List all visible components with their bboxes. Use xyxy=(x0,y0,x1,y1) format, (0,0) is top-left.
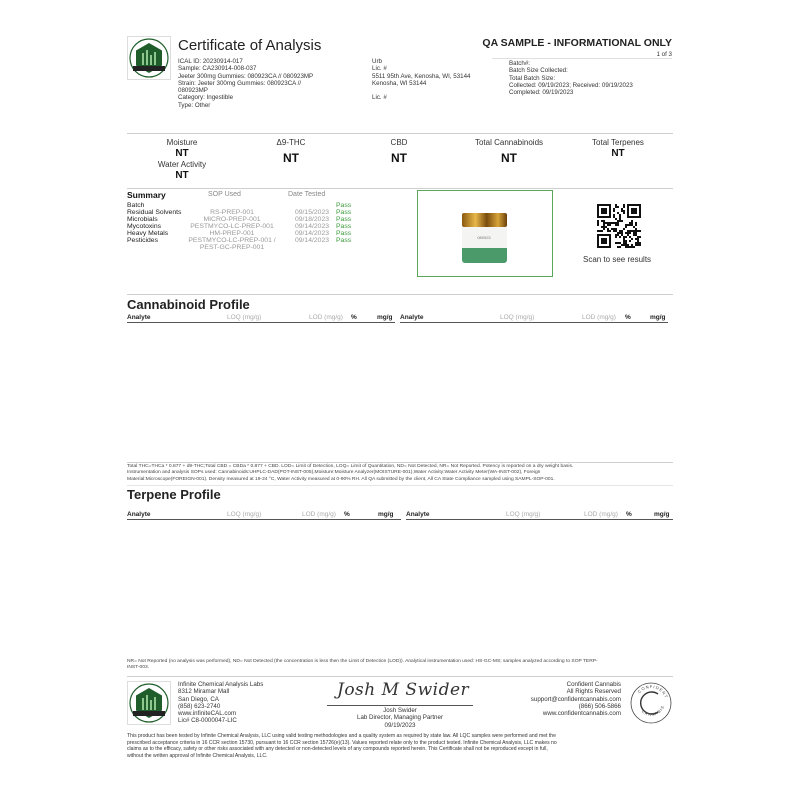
col-analyte: Analyte xyxy=(406,511,430,518)
lab-license: Lic# C8-0000047-LIC xyxy=(178,717,237,725)
col-lod: LOD (mg/g) xyxy=(302,511,336,518)
cannabinoid-header-right xyxy=(400,314,668,323)
qa-banner: QA SAMPLE - INFORMATIONAL ONLY xyxy=(482,37,672,49)
disclaimer-line: claims as to the efficacy, safety or other risks associated with any detected or non-detected levels of any compounds reported herein. This Certificate shall not be reproduced except in full, xyxy=(127,746,548,753)
product-jar-image xyxy=(418,191,551,275)
summary-result: Pass xyxy=(336,229,352,237)
metric-cbd xyxy=(344,138,454,165)
total-terpenes-value: NT xyxy=(611,148,625,159)
cannabinoid-title: Cannabinoid Profile xyxy=(127,297,250,312)
summary-result: Pass xyxy=(336,215,352,223)
ical-id: ICAL ID: 20230914-017 xyxy=(178,58,243,65)
thc-value: NT xyxy=(283,151,299,165)
client-address: 5511 95th Ave, Kenosha, WI, 53144 xyxy=(372,72,471,80)
disclaimer-line: This product has been tested by Infinite Chemical Analysis, LLC using valid testing methodologies and a quality system as required by state law. All LQC samples were performed and met the xyxy=(127,733,556,739)
water-activity-value: NT xyxy=(175,170,189,181)
lab-address: 8312 Miramar Mall xyxy=(178,688,230,696)
cbd-label: CBD xyxy=(390,138,408,147)
sample-id: Sample: CA230914-008-037 xyxy=(178,65,257,73)
col-lod: LOD (mg/g) xyxy=(584,511,618,518)
summary-row xyxy=(127,244,367,251)
moisture-value: NT xyxy=(175,148,189,159)
client-name: Urb xyxy=(372,58,382,65)
collected-received: Collected: 09/19/2023; Received: 09/19/2023 xyxy=(509,81,633,89)
total-batch-size: Total Batch Size: xyxy=(509,74,556,82)
metric-thc xyxy=(236,138,346,165)
divider-footer xyxy=(127,676,673,677)
cc-info xyxy=(490,681,621,717)
col-loq: LOQ (mg/g) xyxy=(227,314,262,321)
client-city: Kenosha, WI 53144 xyxy=(372,79,427,87)
summary-category: Batch xyxy=(127,202,145,209)
terpene-header-right xyxy=(406,511,673,520)
summary-row xyxy=(127,230,367,237)
category: Category: Ingestible xyxy=(178,94,234,102)
terpene-title: Terpene Profile xyxy=(127,487,221,502)
col-analyte: Analyte xyxy=(127,314,151,321)
col-lod: LOD (mg/g) xyxy=(309,314,343,321)
col-mgg: mg/g xyxy=(377,314,393,321)
header-divider xyxy=(492,58,672,59)
summary-row xyxy=(127,237,367,244)
summary-result: Pass xyxy=(336,222,352,230)
footnote-line: NR= Not Reported (no analysis was performed), ND= Not Detected (the concentration is less then the Limit of Detection (LOD)). Analytical instrumentation used: HS-GC-MS; samples analyzed according to SOP TERP- xyxy=(127,659,598,664)
client-lic-2: Lic. # xyxy=(372,94,387,102)
confident-cannabis-seal xyxy=(630,682,672,724)
cc-phone: (866) 506-5866 xyxy=(578,702,621,710)
col-percent: % xyxy=(344,511,350,518)
col-percent: % xyxy=(626,511,632,518)
col-loq: LOQ (mg/g) xyxy=(227,511,262,518)
cannabinoid-footnote xyxy=(127,464,673,483)
moisture-label: Moisture xyxy=(166,138,198,147)
col-lod: LOD (mg/g) xyxy=(582,314,616,321)
col-loq: LOQ (mg/g) xyxy=(506,511,541,518)
batch-info xyxy=(509,60,679,96)
water-activity-label: Water Activity xyxy=(157,160,207,169)
product-photo xyxy=(417,190,553,277)
col-mgg: mg/g xyxy=(654,511,670,518)
summary-row xyxy=(127,216,367,223)
metric-total-cannabinoids xyxy=(454,138,564,165)
summary-sop: PESTMYCO-LC-PREP-001 / xyxy=(188,236,276,244)
terpene-header-left xyxy=(127,511,401,520)
cc-website[interactable]: www.confidentcannabis.com xyxy=(542,710,621,718)
summary-sop: PESTMYCO-LC-PREP-001 xyxy=(190,222,274,230)
summary-result: Pass xyxy=(336,208,352,216)
disclaimer xyxy=(127,733,673,759)
summary-category: Mycotoxins xyxy=(127,222,161,230)
total-cannabinoids-value: NT xyxy=(501,151,517,165)
terpene-footnote xyxy=(127,659,673,672)
total-terpenes-label: Total Terpenes xyxy=(592,138,644,147)
col-mgg: mg/g xyxy=(378,511,394,518)
lab-city: San Diego, CA xyxy=(178,695,219,703)
divider-top xyxy=(127,133,673,134)
cc-rights: All Rights Reserved xyxy=(566,688,621,696)
svg-text:CONFIDENT: CONFIDENT xyxy=(636,683,670,700)
completed-date: Completed: 09/19/2023 xyxy=(509,89,574,97)
summary-title: Summary xyxy=(127,190,166,200)
metric-total-terpenes xyxy=(563,138,673,160)
client-info xyxy=(372,58,512,102)
batch-size-collected: Batch Size Collected: xyxy=(509,67,568,75)
summary-col-sop: SOP Used xyxy=(208,191,241,198)
summary-sop: HM-PREP-001 xyxy=(209,229,255,237)
footnote-line: Total THC=THCa * 0.877 + d9-THC;Total CBD = CBDa * 0.877 + CBD. LOD= Limit of Detection, LOQ= Limit of Quantitation, ND= Not Detected, NR= Not Reported. Potency is reported on a dry weight basis. xyxy=(127,464,574,469)
divider-metrics xyxy=(127,188,673,189)
disclaimer-line: prescribed acceptance criteria in 16 CCR section 15730, pursuant to 16 CCR section 15726(e)(13). Values reported relate only to the product tested. Infinite Chemical Analysis, LLC makes no xyxy=(127,739,557,746)
col-percent: % xyxy=(351,314,357,321)
lab-name: Infinite Chemical Analysis Labs xyxy=(178,681,264,688)
strain: Strain: Jeeter 300mg Gummies: 080923CA // xyxy=(178,79,302,87)
document-title: Certificate of Analysis xyxy=(178,37,322,54)
ical-logo xyxy=(127,36,171,80)
summary-category: Pesticides xyxy=(127,236,158,244)
client-lic: Lic. # xyxy=(372,65,387,73)
batch-number: Batch#: xyxy=(509,60,530,67)
cc-name: Confident Cannabis xyxy=(566,681,621,688)
jar-label: 080923 xyxy=(477,235,491,240)
strain-cont: 080923MP xyxy=(178,87,208,95)
lab-website[interactable]: www.infiniteCAL.com xyxy=(178,710,237,718)
divider-terpene-top xyxy=(127,485,673,486)
summary-date: 09/14/2023 xyxy=(294,222,330,230)
summary-sop: RS-PREP-001 xyxy=(210,208,254,216)
cannabinoid-header-left xyxy=(127,314,395,323)
sample-info xyxy=(178,58,368,109)
qr-code[interactable] xyxy=(597,204,641,248)
summary-row xyxy=(127,202,367,209)
lab-info xyxy=(178,681,318,725)
summary-category: Residual Solvents xyxy=(127,208,182,216)
type: Type: Other xyxy=(178,101,211,109)
summary-result: Pass xyxy=(336,202,352,209)
signature: Josh M Swider xyxy=(337,680,470,700)
product-name: Jeeter 300mg Gummies: 080923CA // 080923MP xyxy=(178,72,314,80)
lab-phone: (858) 623-2740 xyxy=(178,702,221,710)
footnote-line: INST-003. xyxy=(127,665,150,671)
summary-sop: PEST-GC-PREP-001 xyxy=(199,243,265,251)
signature-line xyxy=(327,705,473,706)
signer-title: Lab Director, Managing Partner xyxy=(357,714,443,722)
qr-caption: Scan to see results xyxy=(583,255,652,264)
summary-category: Heavy Metals xyxy=(127,229,169,237)
summary-category: Microbials xyxy=(127,215,158,223)
col-loq: LOQ (mg/g) xyxy=(500,314,535,321)
ical-footer-logo xyxy=(127,681,171,725)
signer-block xyxy=(327,707,473,729)
divider-cannabinoid-foot xyxy=(127,462,673,463)
summary-col-date: Date Tested xyxy=(288,191,326,198)
cbd-value: NT xyxy=(391,151,407,165)
summary-date: 09/14/2023 xyxy=(294,229,330,237)
page-number: 1 of 3 xyxy=(656,51,672,58)
summary-row xyxy=(127,223,367,230)
summary-date: 09/18/2023 xyxy=(294,215,330,223)
col-analyte: Analyte xyxy=(127,511,151,518)
summary-sop: MICRO-PREP-001 xyxy=(203,215,261,223)
col-mgg: mg/g xyxy=(650,314,666,321)
disclaimer-line: without the written approval of Infinite Chemical Analysis, LLC. xyxy=(127,752,268,759)
col-analyte: Analyte xyxy=(400,314,424,321)
client-blank xyxy=(372,87,512,94)
svg-text:CANNABIS: CANNABIS xyxy=(640,704,666,717)
signer-date: 09/19/2023 xyxy=(384,721,416,729)
col-percent: % xyxy=(625,314,631,321)
total-cannabinoids-label: Total Cannabinoids xyxy=(474,138,544,147)
summary-date: 09/14/2023 xyxy=(294,236,330,244)
cc-email[interactable]: support@confidentcannabis.com xyxy=(530,695,621,703)
thc-label: Δ9-THC xyxy=(276,138,306,147)
footnote-line: Instrumentation and analysis SOPs used: Cannabinoids:UHPLC-DAD(POT-INST-005),Moisture:Moisture Analyzer(MOISTURE-001),Water Activity:Water Activity Meter(WA-INST-002), Foreign xyxy=(127,470,541,476)
summary-row xyxy=(127,209,367,216)
metric-moisture xyxy=(127,138,237,182)
footnote-line: Material:Microscope(FOREIGN-001). Density measured at 19-24 °C, Water Activity measured at 0-90% RH. All QA submitted by the client, All CA State Compliance sampled using SAMPL-SOP-001. xyxy=(127,476,555,482)
summary-result: Pass xyxy=(336,236,352,244)
summary-date: 09/15/2023 xyxy=(294,208,330,216)
divider-summary xyxy=(127,294,673,295)
signer-name: Josh Swider xyxy=(383,707,417,714)
